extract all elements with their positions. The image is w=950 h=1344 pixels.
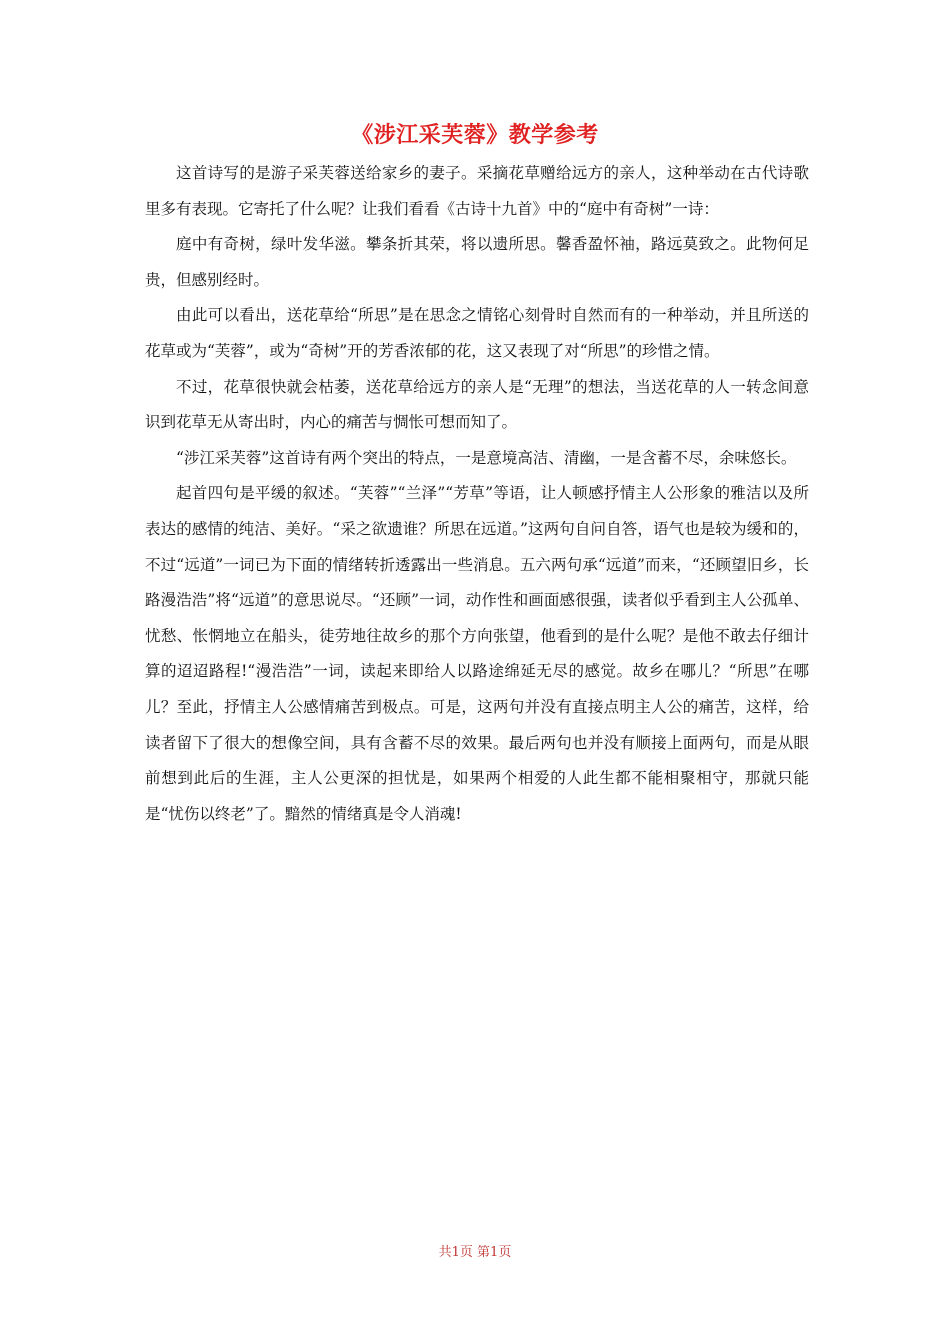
- paragraph-4: 不过，花草很快就会枯萎，送花草给远方的亲人是“无理”的想法，当送花草的人一转念间意识到花草无从寄出时，内心的痛苦与惆怅可想而知了。: [145, 377, 809, 432]
- paragraph-3: 由此可以看出，送花草给“所思”是在思念之情铭心刻骨时自然而有的一种举动，并且所送的花草或为“芙蓉”，或为“奇树”开的芳香浓郁的花，这又表现了对“所思”的珍惜之情。: [145, 306, 809, 360]
- paragraph-2-poem: 庭中有奇树，绿叶发华滋。攀条折其荣，将以遗所思。馨香盈怀袖，路远莫致之。此物何足贵，但感别经时。: [145, 235, 809, 289]
- paragraph-5: “涉江采芙蓉”这首诗有两个突出的特点，一是意境高洁、清幽，一是含蓄不尽，余味悠长。: [176, 448, 797, 467]
- paragraph-6: 起首四句是平缓的叙述。“芙蓉”“兰泽”“芳草”等语，让人顿感抒情主人公形象的雅洁以及所表达的感情的纯洁、美好。“采之欲遗谁？所思在远道。”这两句自问自答，语气也是较为缓和的，不过“远道”一词已为下面的情绪转折透露出一些消息。五六两句承“远道”而来，“还顾望旧乡，长路漫浩浩”将“远道”的意思说尽。“还顾”一词，动作性和画面感很强，读者似乎看到主人公孤单、忧愁、怅惘地立在船头，徒劳地往故乡的那个方向张望，他看到的是什么呢？是他不敢去仔细计算的迢迢路程!“漫浩浩”一词，读起来即给人以路途绵延无尽的感觉。故乡在哪儿？“所思”在哪儿？至此，抒情主人公感情痛苦到极点。可是，这两句并没有直接点明主人公的痛苦，这样，给读者留下了很大的想像空间，具有含蓄不尽的效果。最后两句也并没有顺接上面两句，而是从眼前想到此后的生涯，主人公更深的担忧是，如果两个相爱的人此生都不能相聚相守，那就只能是“忧伤以终老”了。黯然的情绪真是令人消魂!: [145, 484, 809, 823]
- document-title: 《涉江采芙蓉》教学参考: [351, 122, 599, 148]
- document-body: [145, 156, 809, 832]
- paragraph-1: 这首诗写的是游子采芙蓉送给家乡的妻子。采摘花草赠给远方的亲人，这种举动在古代诗歌里多有表现。它寄托了什么呢？让我们看看《古诗十九首》中的“庭中有奇树”一诗：: [145, 164, 809, 218]
- page-footer: 共1页 第1页: [438, 1245, 512, 1260]
